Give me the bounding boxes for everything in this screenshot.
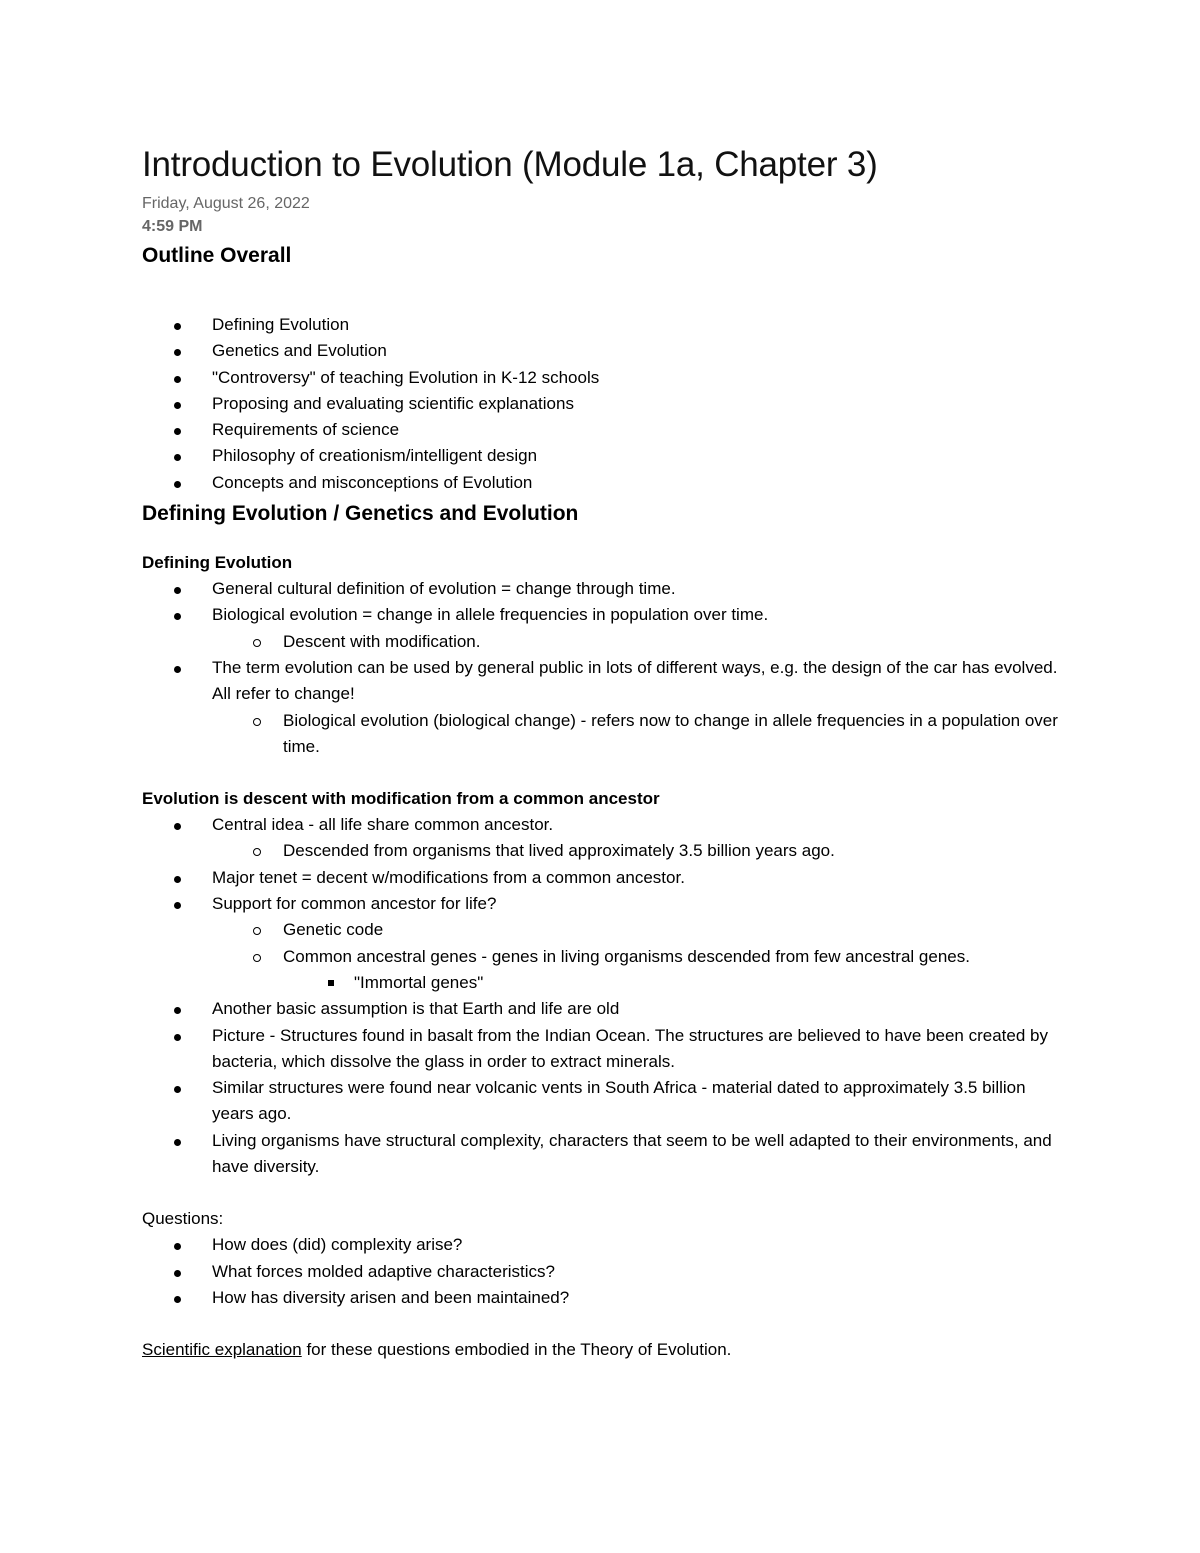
subsection-heading: Defining Evolution: [142, 553, 293, 573]
list-item: Common ancestral genes - genes in living organisms descended from few ancestral genes. "Immortal genes": [212, 944, 1062, 997]
outline-list: [142, 312, 1062, 496]
bullet-icon: [174, 876, 181, 883]
circle-bullet-icon: [253, 718, 261, 726]
list-item: Support for common ancestor for life? Genetic code Common ancestral genes - genes in living organisms descended from few ancestral genes. "Immortal genes": [142, 891, 1062, 996]
bullet-icon: [174, 1034, 181, 1041]
list-item: Proposing and evaluating scientific explanations: [142, 391, 1062, 417]
list-item: How does (did) complexity arise?: [142, 1232, 1062, 1258]
bullet-icon: [174, 1086, 181, 1093]
list-item: Philosophy of creationism/intelligent design: [142, 443, 1062, 469]
list-item: What forces molded adaptive characteristics?: [142, 1259, 1062, 1285]
list-item: Picture - Structures found in basalt from the Indian Ocean. The structures are believed to have been created by bacteria, which dissolve the glass in order to extract minerals.: [142, 1023, 1062, 1076]
list-item: "Controversy" of teaching Evolution in K-12 schools: [142, 365, 1062, 391]
bullet-icon: [174, 376, 181, 383]
subsection-heading: Evolution is descent with modification from a common ancestor: [142, 789, 660, 809]
list-item: Genetics and Evolution: [142, 338, 1062, 364]
sub-list: [212, 629, 1062, 655]
bullet-icon: [174, 613, 181, 620]
page-title: Introduction to Evolution (Module 1a, Chapter 3): [142, 145, 878, 184]
bullet-icon: [174, 1139, 181, 1146]
bullet-icon: [174, 823, 181, 830]
bullet-icon: [174, 1270, 181, 1277]
circle-bullet-icon: [253, 848, 261, 856]
list-item: Biological evolution (biological change) - refers now to change in allele frequencies in a population over time.: [212, 708, 1062, 761]
underlined-term: Scientific explanation: [142, 1340, 302, 1360]
circle-bullet-icon: [253, 927, 261, 935]
closing-text: for these questions embodied in the Theory of Evolution.: [301, 1340, 732, 1360]
list-item: Another basic assumption is that Earth and life are old: [142, 996, 1062, 1022]
descent-list: [142, 812, 1062, 1180]
list-item: Defining Evolution: [142, 312, 1062, 338]
list-item: Concepts and misconceptions of Evolution: [142, 470, 1062, 496]
bullet-icon: [174, 587, 181, 594]
outline-heading: Outline Overall: [142, 244, 292, 267]
list-item: Descended from organisms that lived approximately 3.5 billion years ago.: [212, 838, 1062, 864]
sub-list: [212, 917, 1062, 996]
bullet-icon: [174, 454, 181, 461]
list-item: Descent with modification.: [212, 629, 1062, 655]
questions-list: [142, 1232, 1062, 1311]
list-item: Similar structures were found near volcanic vents in South Africa - material dated to approximately 3.5 billion years ago.: [142, 1075, 1062, 1128]
circle-bullet-icon: [253, 639, 261, 647]
bullet-icon: [174, 481, 181, 488]
list-item: Genetic code: [212, 917, 1062, 943]
list-item: Biological evolution = change in allele frequencies in population over time. Descent with modification.: [142, 602, 1062, 655]
list-item: The term evolution can be used by general public in lots of different ways, e.g. the design of the car has evolved. All refer to change! Biological evolution (biological change) - refers now to change in allele frequencies in a population over time.: [142, 655, 1062, 760]
bullet-icon: [174, 1296, 181, 1303]
bullet-icon: [174, 323, 181, 330]
defining-list: [142, 576, 1062, 760]
list-item: How has diversity arisen and been maintained?: [142, 1285, 1062, 1311]
list-item: Requirements of science: [142, 417, 1062, 443]
list-item: Living organisms have structural complexity, characters that seem to be well adapted to their environments, and have diversity.: [142, 1128, 1062, 1181]
closing-paragraph: [142, 1337, 1062, 1363]
bullet-icon: [174, 1243, 181, 1250]
bullet-icon: [174, 428, 181, 435]
note-time: 4:59 PM: [142, 218, 203, 235]
bullet-icon: [174, 349, 181, 356]
questions-label: Questions:: [142, 1209, 224, 1229]
circle-bullet-icon: [253, 954, 261, 962]
sub-sub-list: [283, 970, 1062, 996]
bullet-icon: [174, 1007, 181, 1014]
list-item: "Immortal genes": [283, 970, 1062, 996]
list-item: Major tenet = decent w/modifications from a common ancestor.: [142, 865, 1062, 891]
section-heading: Defining Evolution / Genetics and Evolution: [142, 502, 579, 526]
note-page: [142, 138, 1062, 1363]
sub-list: [212, 708, 1062, 761]
square-bullet-icon: [328, 980, 334, 986]
list-item: General cultural definition of evolution = change through time.: [142, 576, 1062, 602]
bullet-icon: [174, 402, 181, 409]
bullet-icon: [174, 666, 181, 673]
list-item: Central idea - all life share common ancestor. Descended from organisms that lived approximately 3.5 billion years ago.: [142, 812, 1062, 865]
note-date: Friday, August 26, 2022: [142, 195, 310, 212]
sub-list: [212, 838, 1062, 864]
bullet-icon: [174, 902, 181, 909]
